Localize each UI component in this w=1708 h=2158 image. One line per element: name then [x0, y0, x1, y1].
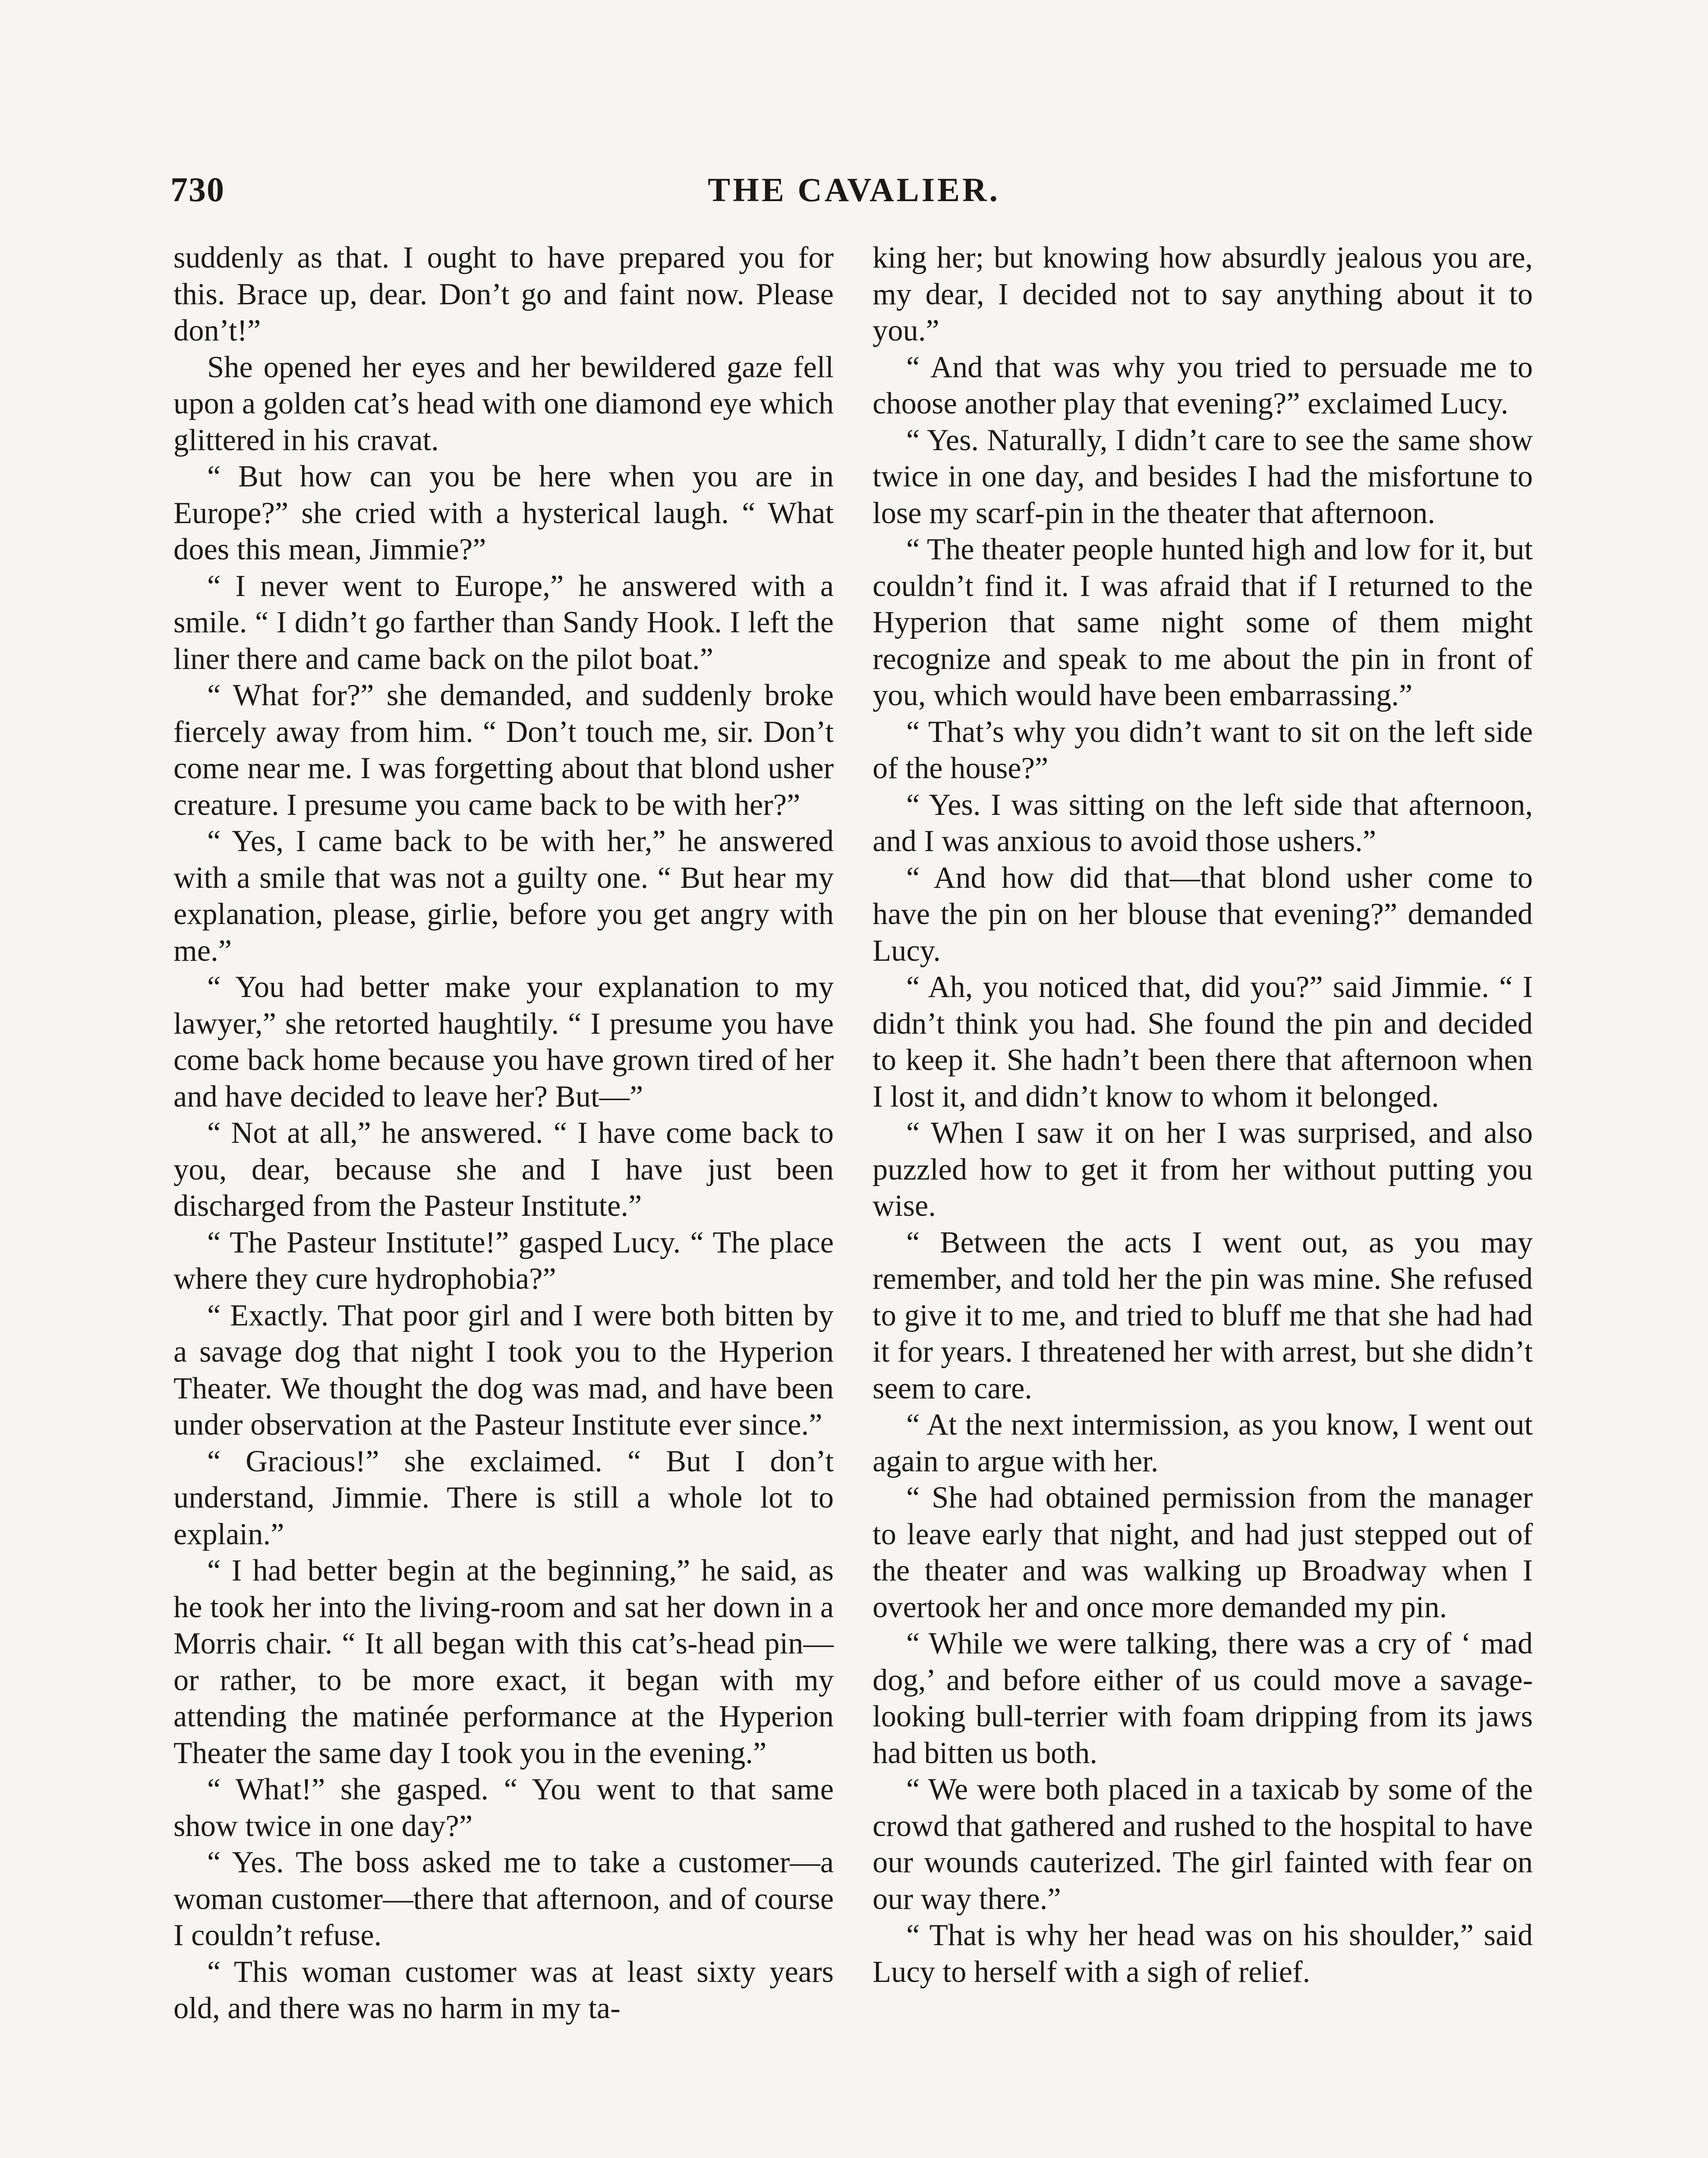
paragraph: “ This woman customer was at least sixty years old, and there was no harm in my ta-: [173, 1955, 834, 2025]
paragraph: “ Exactly. That poor girl and I were both bitten by a savage dog that night I took you to the Hyperion Theater. We thought the dog was mad, and have been under observation at the Pasteur Institute ever since.”: [173, 1298, 834, 1442]
paragraph: “ Between the acts I went out, as you may remember, and told her the pin was mine. She refused to give it to me, and tried to bluff me that she had had it for years. I threatened her with arrest, but she didn’t seem to care.: [873, 1225, 1533, 1405]
paragraph: “ I had better begin at the beginning,” he said, as he took her into the living-room and sat her down in a Morris chair. “ It all began with this cat’s-head pin—or rather, to be more exact, it began with my attending the matinée performance at the Hyperion Theater the same day I took you in the evening.”: [173, 1554, 834, 1770]
left-column: [173, 240, 834, 2027]
paragraph: “ Yes, I came back to be with her,” he answered with a smile that was not a guilty one. “ But hear my explanation, please, girlie, before you get angry with me.”: [173, 824, 834, 968]
running-head: THE CAVALIER.: [708, 171, 1000, 208]
paragraph: “ Ah, you noticed that, did you?” said Jimmie. “ I didn’t think you had. She found the pin and decided to keep it. She hadn’t been there that afternoon when I lost it, and didn’t know to whom it belonged.: [873, 970, 1533, 1114]
paragraph: “ Yes. I was sitting on the left side that afternoon, and I was anxious to avoid those ushers.”: [873, 788, 1533, 858]
paragraph: “ While we were talking, there was a cry of ‘ mad dog,’ and before either of us could move a savage-looking bull-terrier with foam dripping from its jaws had bitten us both.: [873, 1627, 1533, 1770]
paragraph: “ We were both placed in a taxicab by some of the crowd that gathered and rushed to the hospital to have our wounds cauterized. The girl fainted with fear on our way there.”: [873, 1773, 1533, 1916]
paragraph: “ And how did that—that blond usher come to have the pin on her blouse that evening?” demanded Lucy.: [873, 861, 1533, 968]
paragraph: “ What!” she gasped. “ You went to that same show twice in one day?”: [173, 1773, 834, 1843]
paragraph: “ Not at all,” he answered. “ I have come back to you, dear, because she and I have just been discharged from the Pasteur Institute.”: [173, 1116, 834, 1223]
paragraph: “ Gracious!” she exclaimed. “ But I don’t understand, Jimmie. There is still a whole lot to explain.”: [173, 1444, 834, 1551]
paragraph: “ I never went to Europe,” he answered with a smile. “ I didn’t go farther than Sandy Hook. I left the liner there and came back on the pilot boat.”: [173, 569, 834, 676]
paragraph: “ That’s why you didn’t want to sit on the left side of the house?”: [873, 715, 1533, 785]
paragraph: She opened her eyes and her bewildered gaze fell upon a golden cat’s head with one diamond eye which glittered in his cravat.: [173, 350, 834, 457]
page-number: 730: [170, 171, 225, 209]
paragraph: “ At the next intermission, as you know, I went out again to argue with her.: [873, 1408, 1533, 1478]
paragraph: “ She had obtained permission from the manager to leave early that night, and had just stepped out of the theater and was walking up Broadway when I overtook her and once more demanded my pin.: [873, 1481, 1533, 1624]
paragraph: “ But how can you be here when you are in Europe?” she cried with a hysterical laugh. “ What does this mean, Jimmie?”: [173, 460, 834, 566]
paragraph: king her; but knowing how absurdly jealous you are, my dear, I decided not to say anything about it to you.”: [873, 241, 1533, 347]
paragraph: “ You had better make your explanation to my lawyer,” she retorted haughtily. “ I presume you have come back home because you have grown tired of her and have decided to leave her? But—”: [173, 970, 834, 1114]
paragraph: “ The Pasteur Institute!” gasped Lucy. “ The place where they cure hydrophobia?”: [173, 1225, 834, 1296]
paragraph: “ What for?” she demanded, and suddenly broke fiercely away from him. “ Don’t touch me, sir. Don’t come near me. I was forgetting about that blond usher creature. I presume you came back to be with her?”: [173, 678, 834, 822]
paragraph: “ Yes. Naturally, I didn’t care to see the same show twice in one day, and besides I had the misfortune to lose my scarf-pin in the theater that afternoon.: [873, 423, 1533, 530]
right-column: [873, 240, 1533, 1990]
paragraph: “ When I saw it on her I was surprised, and also puzzled how to get it from her without putting you wise.: [873, 1116, 1533, 1223]
paragraph: “ The theater people hunted high and low for it, but couldn’t find it. I was afraid that if I returned to the Hyperion that same night some of them might recognize and speak to me about the pin in front of you, which would have been embarrassing.”: [873, 533, 1533, 712]
paragraph: “ That is why her head was on his shoulder,” said Lucy to herself with a sigh of relief.: [873, 1918, 1533, 1989]
paragraph: “ Yes. The boss asked me to take a customer—a woman customer—there that afternoon, and of course I couldn’t refuse.: [173, 1846, 834, 1952]
paragraph: suddenly as that. I ought to have prepared you for this. Brace up, dear. Don’t go and faint now. Please don’t!”: [173, 241, 834, 347]
paragraph: “ And that was why you tried to persuade me to choose another play that evening?” exclaimed Lucy.: [873, 350, 1533, 420]
